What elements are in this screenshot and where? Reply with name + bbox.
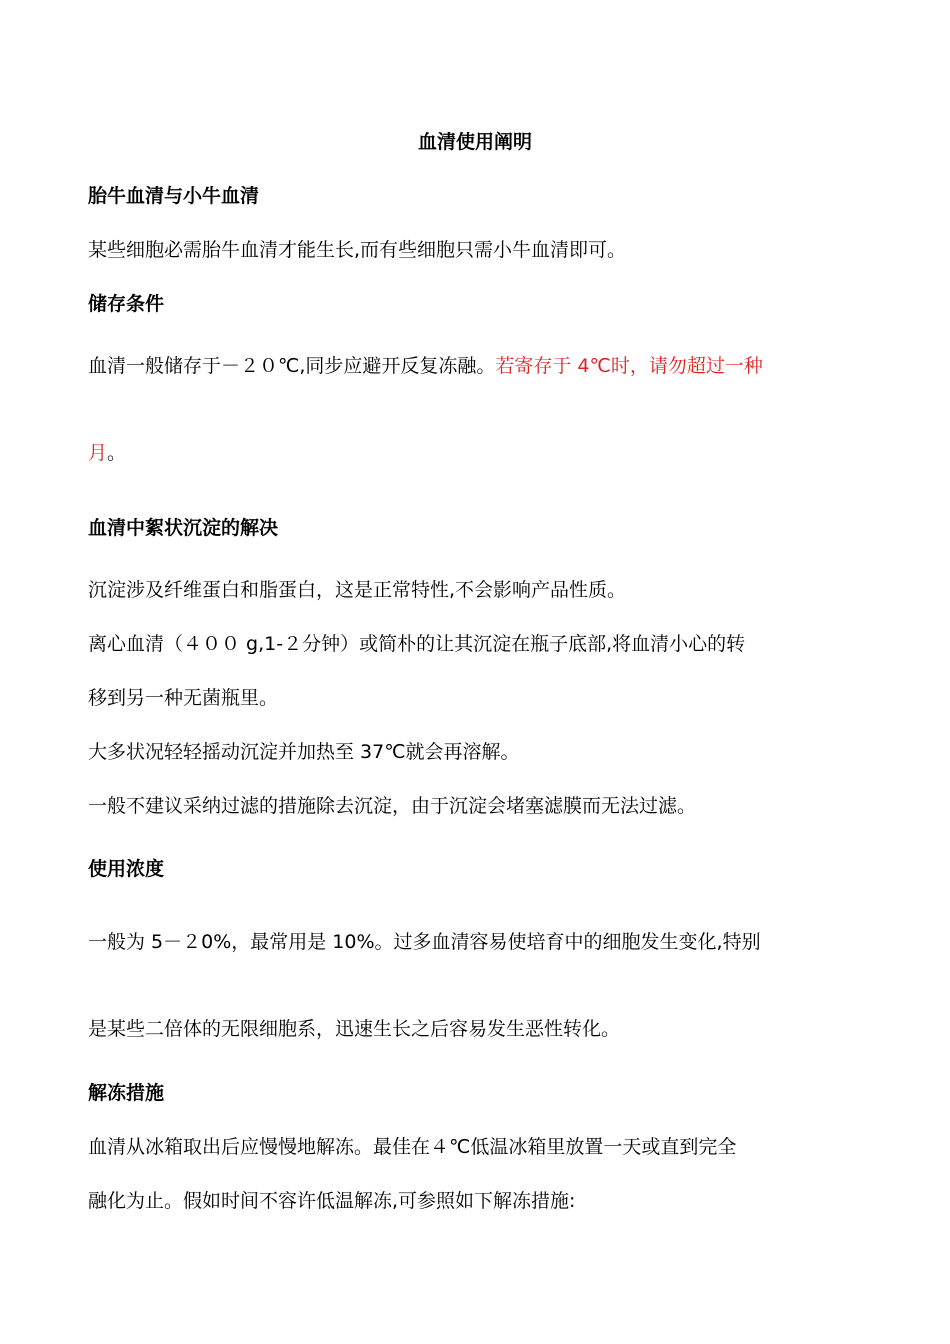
storage-period: 。 — [107, 442, 127, 464]
section-heading-precipitate: 血清中絮状沉淀的解决 — [88, 517, 279, 539]
paragraph-line-storage-cont — [88, 441, 126, 465]
paragraph-line: 是某些二倍体的无限细胞系，迅速生长之后容易发生恶性转化。 — [88, 1018, 621, 1040]
section-heading-concentration: 使用浓度 — [88, 858, 165, 880]
paragraph-line: 一般为 5－２0%，最常用是 10%。过多血清容易使培育中的细胞发生变化,特别 — [88, 931, 761, 953]
paragraph-line: 沉淀涉及纤维蛋白和脂蛋白，这是正常特性,不会影响产品性质。 — [88, 579, 627, 601]
storage-warning: 若寄存于 4℃时，请勿超过一种 — [495, 355, 763, 377]
section-heading-storage: 储存条件 — [88, 293, 165, 315]
paragraph-line: 某些细胞必需胎牛血清才能生长,而有些细胞只需小牛血清即可。 — [88, 239, 627, 261]
paragraph-line-storage — [88, 354, 763, 378]
storage-warning-cont: 月 — [88, 442, 108, 464]
paragraph-line: 融化为止。假如时间不容许低温解冻,可参照如下解冻措施: — [88, 1190, 576, 1212]
paragraph-line: 大多状况轻轻摇动沉淀并加热至 37℃就会再溶解。 — [88, 741, 520, 763]
document-title: 血清使用阐明 — [417, 131, 532, 153]
section-heading-thawing: 解冻措施 — [88, 1082, 165, 1104]
section-heading-serum-types: 胎牛血清与小牛血清 — [88, 185, 260, 207]
storage-text: 血清一般储存于－２０℃,同步应避开反复冻融。 — [88, 355, 496, 377]
paragraph-line: 移到另一种无菌瓶里。 — [88, 687, 279, 709]
paragraph-line: 血清从冰箱取出后应慢慢地解冻。最佳在４℃低温冰箱里放置一天或直到完全 — [88, 1136, 737, 1158]
paragraph-line: 一般不建议采纳过滤的措施除去沉淀，由于沉淀会堵塞滤膜而无法过滤。 — [88, 795, 697, 817]
paragraph-line: 离心血清（４００ g,1-２分钟）或简朴的让其沉淀在瓶子底部,将血清小心的转 — [88, 633, 746, 655]
